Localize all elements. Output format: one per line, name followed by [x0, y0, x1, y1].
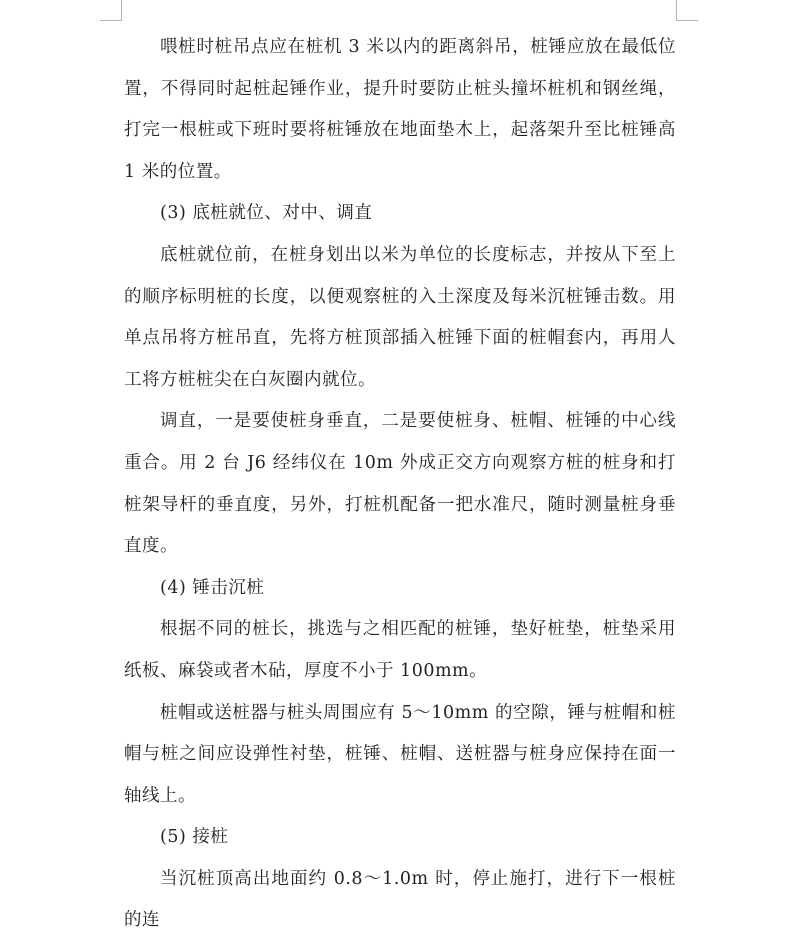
paragraph-alignment: 调直，一是要使桩身垂直，二是要使桩身、桩帽、桩锤的中心线重合。用 2 台 J6 经纬仪在 10m 外成正交方向观察方桩的桩身和打桩架导杆的垂直度，另外，打桩机配备一把水准尺，随时测量桩身垂直度。 [124, 411, 676, 557]
crop-mark-top-right-vertical [676, 0, 677, 21]
crop-mark-top-left-horizontal [100, 20, 122, 21]
paragraph-hoisting: 喂桩时桩吊点应在桩机 3 米以内的距离斜吊，桩锤应放在最低位置，不得同时起桩起锤作业，提升时要防止桩头撞坏桩机和钢丝绳，打完一根桩或下班时要将桩锤放在地面垫木上，起落架升至比桩锤高 1 米的位置。 [124, 37, 676, 182]
crop-mark-top-left-vertical [121, 0, 122, 21]
paragraph-positioning: 底桩就位前，在桩身划出以米为单位的长度标志，并按从下至上的顺序标明桩的长度，以便观察桩的入土深度及每米沉桩锤击数。用单点吊将方桩吊直，先将方桩顶部插入桩锤下面的桩帽套内，再用人工将方桩桩尖在白灰圈内就位。 [124, 244, 676, 390]
heading-pile-splicing: (5) 接桩 [160, 827, 229, 848]
heading-bottom-pile-positioning: (3) 底桩就位、对中、调直 [160, 203, 373, 224]
paragraph-splicing-partial: 当沉桩顶高出地面约 0.8～1.0m 时，停止施打，进行下一根桩的连 [124, 868, 676, 931]
document-body [124, 27, 676, 942]
paragraph-pile-cap: 桩帽或送桩器与桩头周围应有 5～10mm 的空隙，锤与桩帽和桩帽与桩之间应设弹性衬垫，桩锤、桩帽、送桩器与桩身应保持在面一轴线上。 [124, 702, 676, 806]
paragraph-hammer-selection: 根据不同的桩长，挑选与之相匹配的桩锤，垫好桩垫，桩垫采用纸板、麻袋或者木砧，厚度不小于 100mm。 [124, 619, 676, 681]
heading-hammer-driving: (4) 锤击沉桩 [160, 577, 265, 598]
crop-mark-top-right-horizontal [676, 20, 698, 21]
